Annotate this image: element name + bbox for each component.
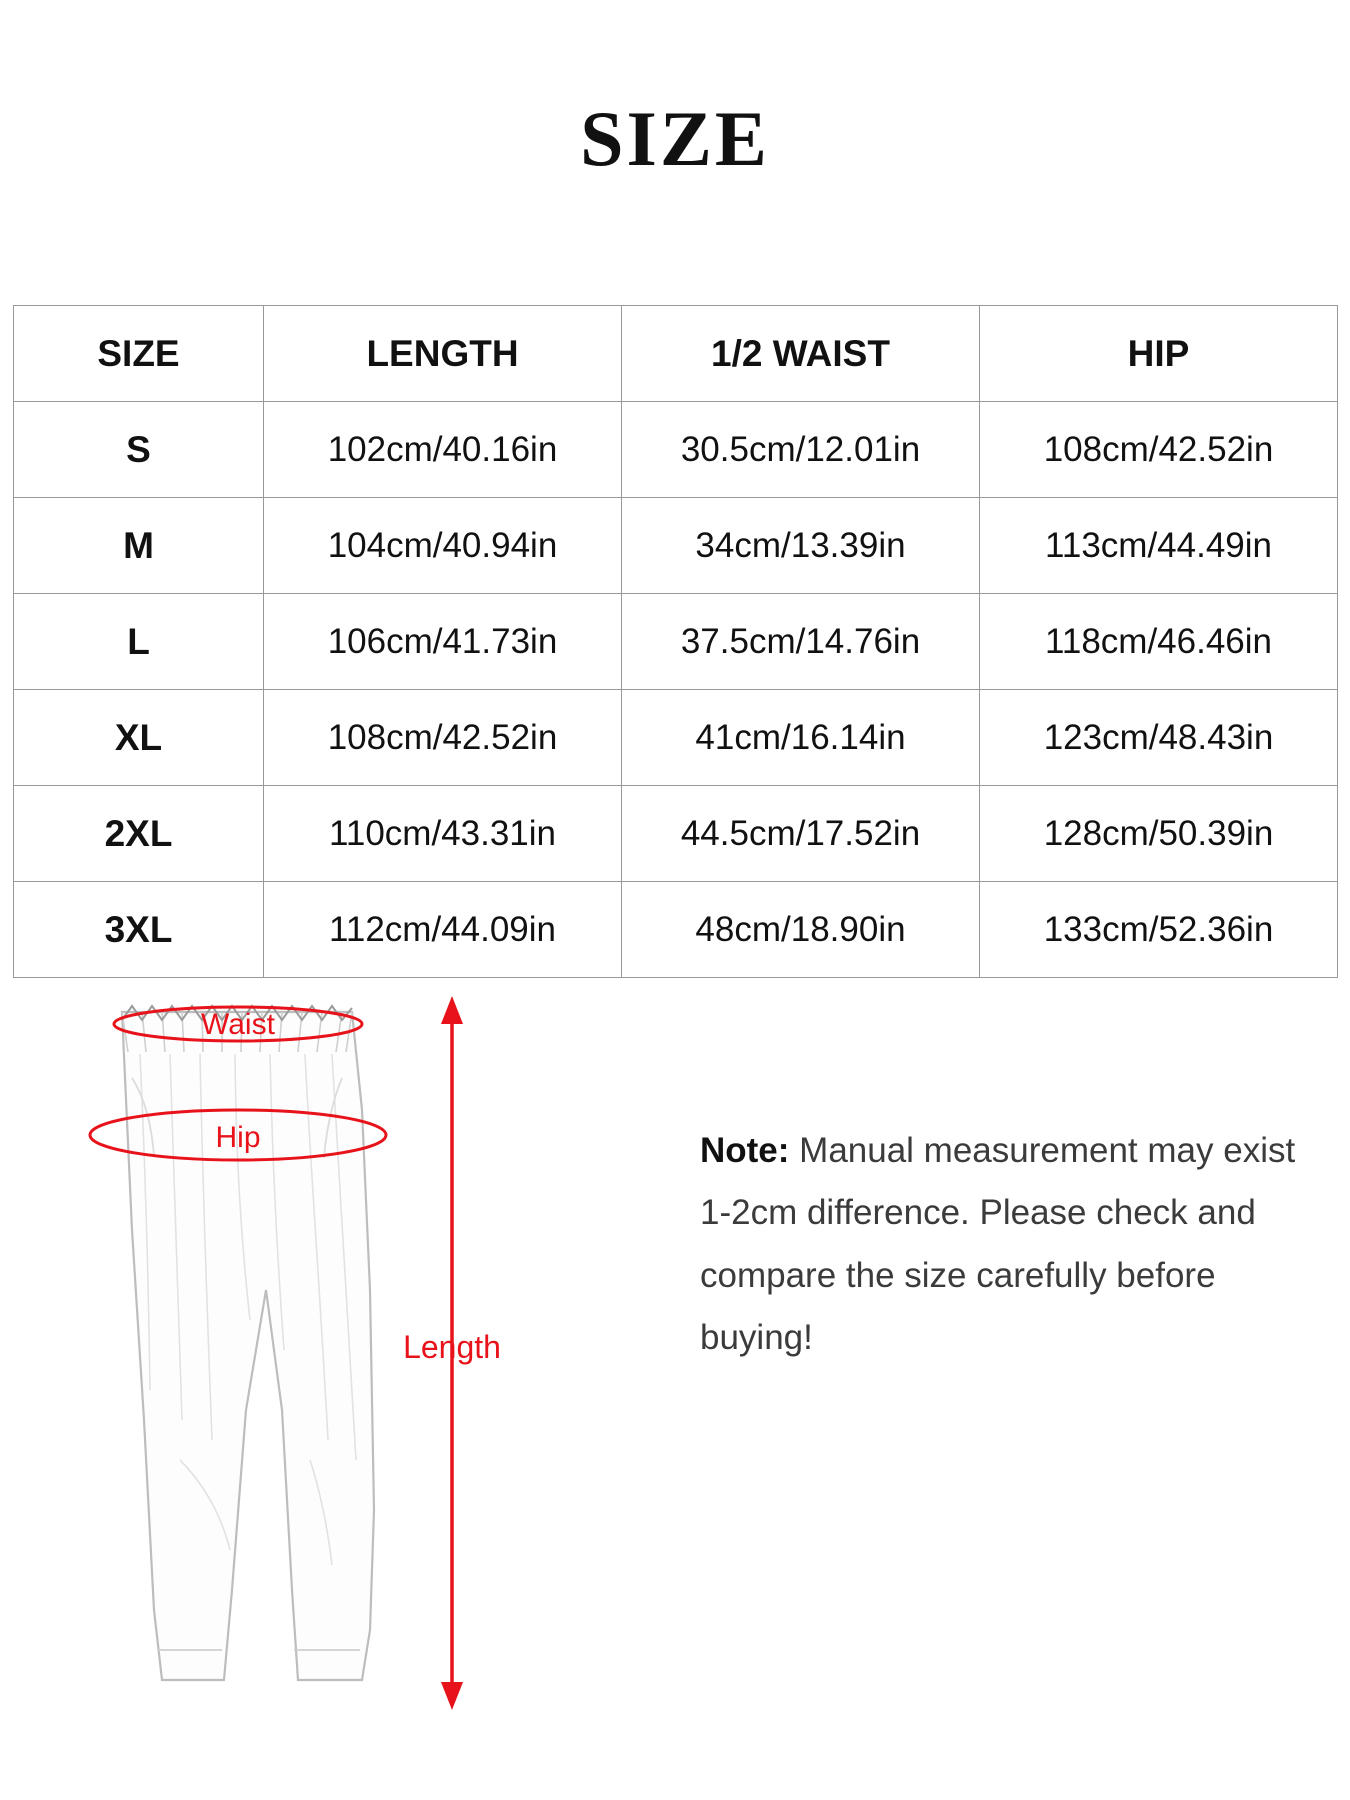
table-row <box>14 882 1338 978</box>
note-label: Note: <box>700 1131 790 1170</box>
cell-length: 108cm/42.52in <box>264 690 622 786</box>
cell-length: 110cm/43.31in <box>264 786 622 882</box>
table-row <box>14 402 1338 498</box>
cell-length: 102cm/40.16in <box>264 402 622 498</box>
table-row <box>14 594 1338 690</box>
table-row <box>14 498 1338 594</box>
note-text: Manual measurement may exist 1-2cm difference. Please check and compare the size carefully before buying! <box>700 1131 1296 1357</box>
column-header-size: SIZE <box>14 306 264 402</box>
cell-half-waist: 34cm/13.39in <box>622 498 980 594</box>
measurement-guide-section <box>0 990 1350 1800</box>
cell-size: L <box>14 594 264 690</box>
cell-half-waist: 48cm/18.90in <box>622 882 980 978</box>
cell-length: 112cm/44.09in <box>264 882 622 978</box>
cell-size: M <box>14 498 264 594</box>
cell-size: 3XL <box>14 882 264 978</box>
column-header-hip: HIP <box>980 306 1338 402</box>
cell-size: XL <box>14 690 264 786</box>
cell-half-waist: 41cm/16.14in <box>622 690 980 786</box>
cell-hip: 123cm/48.43in <box>980 690 1338 786</box>
cell-half-waist: 37.5cm/14.76in <box>622 594 980 690</box>
cell-hip: 113cm/44.49in <box>980 498 1338 594</box>
cell-length: 106cm/41.73in <box>264 594 622 690</box>
cell-hip: 108cm/42.52in <box>980 402 1338 498</box>
size-chart-table-container <box>13 305 1337 978</box>
hip-label: Hip <box>215 1121 261 1154</box>
column-header-length: LENGTH <box>264 306 622 402</box>
cell-hip: 128cm/50.39in <box>980 786 1338 882</box>
cell-size: S <box>14 402 264 498</box>
waist-label: Waist <box>201 1008 275 1041</box>
pants-measurement-diagram <box>70 990 540 1780</box>
cell-hip: 118cm/46.46in <box>980 594 1338 690</box>
cell-hip: 133cm/52.36in <box>980 882 1338 978</box>
cell-half-waist: 44.5cm/17.52in <box>622 786 980 882</box>
cell-half-waist: 30.5cm/12.01in <box>622 402 980 498</box>
measurement-note <box>700 1120 1320 1369</box>
page-title: SIZE <box>580 95 770 182</box>
table-row <box>14 786 1338 882</box>
table-header-row <box>14 306 1338 402</box>
length-label: Length <box>403 1329 501 1365</box>
cell-length: 104cm/40.94in <box>264 498 622 594</box>
size-chart-table <box>13 305 1338 978</box>
column-header-half-waist: 1/2 WAIST <box>622 306 980 402</box>
cell-size: 2XL <box>14 786 264 882</box>
table-row <box>14 690 1338 786</box>
